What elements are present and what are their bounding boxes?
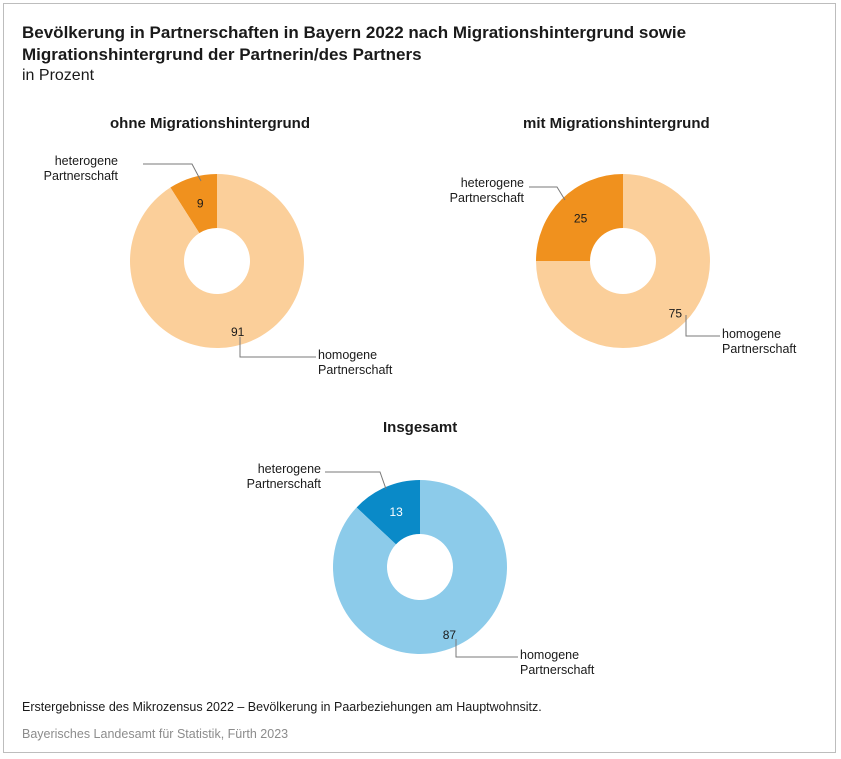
category-label-ohne-heterogene-line1: heterogene: [54, 154, 118, 168]
category-label-mit-heterogene-line2: Partnerschaft: [449, 191, 524, 205]
chart-footnote: Erstergebnisse des Mikrozensus 2022 – Bevölkerung in Paarbeziehungen am Hauptwohnsitz.: [22, 700, 542, 714]
category-label-ohne-homogene-line1: homogene: [318, 348, 378, 362]
leader-line-insgesamt-heterogene: [325, 472, 386, 489]
donut-title-insgesamt: Insgesamt: [383, 419, 458, 436]
title-line-2: Migrationshintergrund der Partnerin/des Partners: [22, 45, 422, 64]
category-label-insgesamt-heterogene-line1: heterogene: [257, 462, 321, 476]
leader-line-insgesamt-homogene: [456, 639, 518, 657]
donut-value-label-mit-homogene: 75: [668, 306, 683, 321]
category-label-insgesamt-homogene-line2: Partnerschaft: [520, 663, 595, 677]
donut-value-label-ohne-homogene: 91: [230, 325, 245, 340]
category-label-insgesamt-heterogene-line2: Partnerschaft: [246, 477, 321, 491]
donut-value-label-insgesamt-homogene: 87: [442, 627, 457, 642]
category-label-mit-homogene-line2: Partnerschaft: [722, 342, 797, 356]
donut-slice-ohne-homogene: [130, 174, 304, 348]
category-label-mit-homogene-line1: homogene: [722, 327, 782, 341]
donut-title-mit: mit Migrationshintergrund: [523, 115, 710, 132]
title-line-1: Bevölkerung in Partnerschaften in Bayern 2022 nach Migrationshintergrund sowie: [22, 23, 687, 42]
category-label-ohne-heterogene-line2: Partnerschaft: [43, 169, 118, 183]
chart-source: Bayerisches Landesamt für Statistik, Fürth 2023: [22, 727, 289, 741]
donut-value-label-ohne-heterogene: 9: [196, 196, 204, 211]
leader-line-mit-homogene: [686, 315, 720, 336]
donut-title-ohne: ohne Migrationshintergrund: [110, 115, 310, 132]
category-label-insgesamt-homogene-line1: homogene: [520, 648, 580, 662]
donut-value-label-mit-heterogene: 25: [573, 211, 588, 226]
chart-subtitle: in Prozent: [22, 67, 95, 84]
donut-value-label-insgesamt-heterogene: 13: [389, 504, 403, 519]
category-label-mit-heterogene-line1: heterogene: [460, 176, 524, 190]
leader-line-mit-heterogene: [529, 187, 565, 200]
category-label-ohne-homogene-line2: Partnerschaft: [318, 363, 393, 377]
